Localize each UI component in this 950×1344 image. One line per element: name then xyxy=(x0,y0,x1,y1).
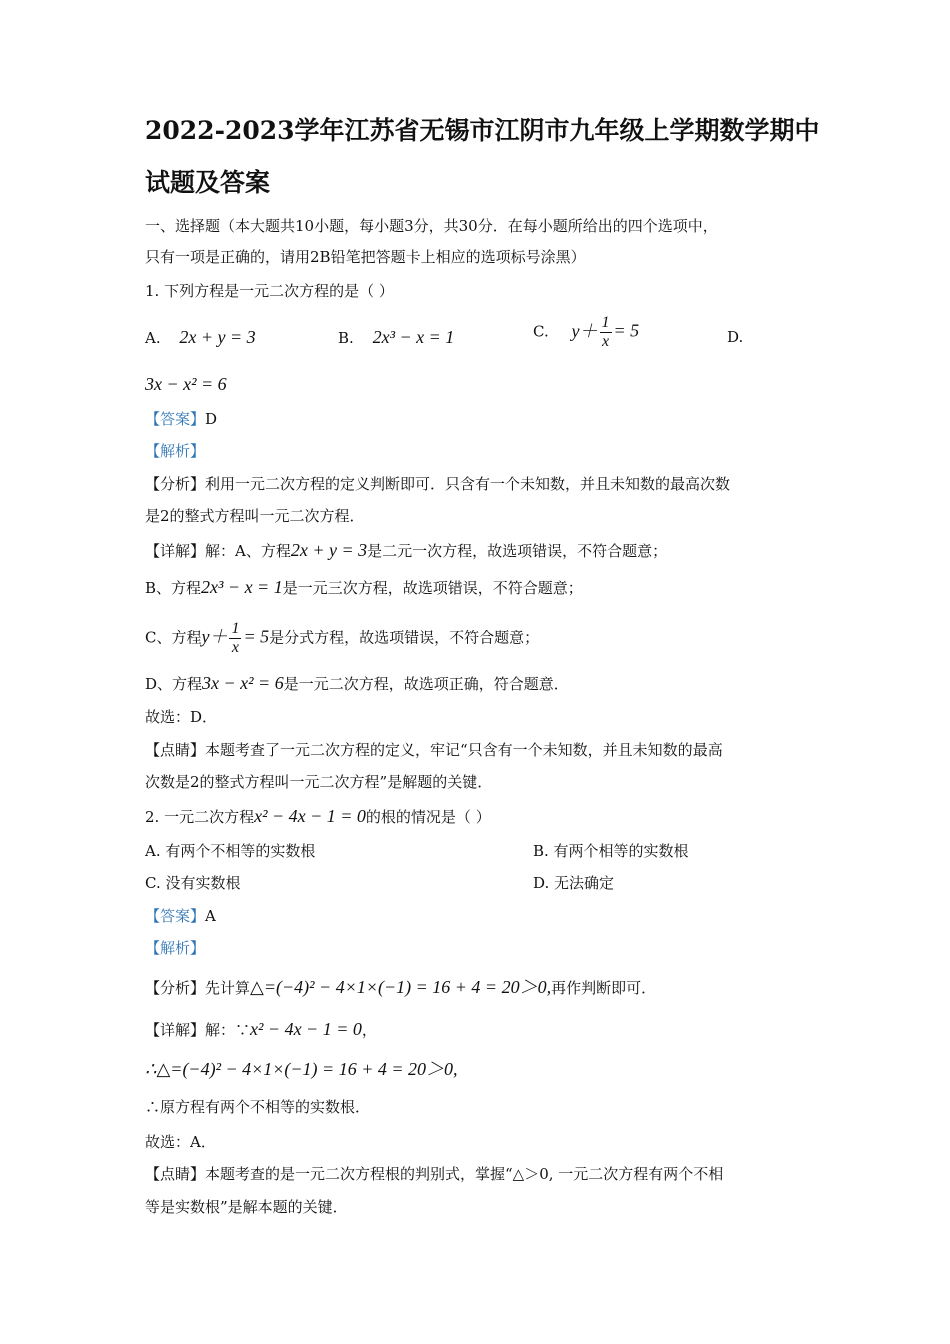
dianjing-text: 本题考查了一元二次方程的定义，牢记“只含有一个未知数，并且未知数的最高 xyxy=(205,741,723,759)
q1-answer xyxy=(145,408,217,430)
q2-fenxi xyxy=(145,976,656,999)
q1-option-d-formula: 3x − x² = 6 xyxy=(145,374,227,394)
fenxi-text: 再作判断即可． xyxy=(551,979,657,997)
q2-option-c: C. 没有实数根 xyxy=(145,874,241,892)
q2-xiangjie-2: ∴△=(−4)² − 4×1×(−1) = 16 + 4 = 20＞0, xyxy=(145,1059,458,1079)
q1-stem: 1. 下列方程是一元二次方程的是（ ） xyxy=(145,282,394,300)
q2-analysis-tag: 【解析】 xyxy=(145,939,206,957)
answer-value: D xyxy=(205,410,218,428)
option-formula-suffix: = 5 xyxy=(613,320,640,341)
fraction-denominator: x xyxy=(601,333,610,350)
fenxi-text: 先计算 xyxy=(205,979,251,997)
answer-tag: 【答案】 xyxy=(145,410,206,428)
xiangjie-text: 是二元一次方程，故选项错误，不符合题意； xyxy=(367,542,668,560)
fraction-numerator: 1 xyxy=(231,620,240,637)
dianjing-tag: 【点睛】 xyxy=(145,741,206,759)
formula: 3x − x² = 6 xyxy=(202,673,284,693)
q2-xiangjie-1 xyxy=(145,1018,377,1041)
q1-analysis-tag: 【解析】 xyxy=(145,442,206,460)
q1-dianjing-line-1 xyxy=(145,739,723,761)
xiangjie-text: 解：∵ xyxy=(205,1021,251,1039)
xiangjie-tag: 【详解】 xyxy=(145,542,206,560)
q2-dianjing-line-1 xyxy=(145,1163,723,1185)
fraction xyxy=(600,314,612,351)
q1-xiangjie-d xyxy=(145,672,569,695)
dianjing-tag: 【点睛】 xyxy=(145,1165,206,1183)
q1-option-b xyxy=(338,326,454,349)
section-intro-line-1: 一、选择题（本大题共10小题，每小题3分，共30分．在每小题所给出的四个选项中， xyxy=(145,217,718,235)
option-formula: 2x + y = 3 xyxy=(179,327,256,347)
option-formula: 2x³ − x = 1 xyxy=(372,327,455,347)
q1-option-a xyxy=(145,326,256,349)
fenxi-tag: 【分析】 xyxy=(145,979,206,997)
xiangjie-text: 是分式方程，故选项错误，不符合题意； xyxy=(269,628,540,647)
q1-xiangjie-c xyxy=(145,620,539,657)
q2-option-b: B. 有两个相等的实数根 xyxy=(533,842,689,860)
fraction-numerator: 1 xyxy=(601,314,610,331)
q1-xiangjie-a xyxy=(145,539,667,562)
xiangjie-text: ， xyxy=(361,1021,377,1039)
document-title-line-1: 2022-2023学年江苏省无锡市江阴市九年级上学期数学期中 xyxy=(145,116,820,145)
q2-option-a: A. 有两个不相等的实数根 xyxy=(145,842,316,860)
document-title-line-2: 试题及答案 xyxy=(145,168,271,197)
q2-option-d: D. 无法确定 xyxy=(533,874,615,892)
fraction-denominator: x xyxy=(231,639,240,656)
xiangjie-text: C、方程 xyxy=(145,628,202,647)
formula: y＋ xyxy=(201,626,228,647)
fenxi-text: 利用一元二次方程的定义判断即可．只含有一个未知数，并且未知数的最高次数 xyxy=(205,475,731,493)
fenxi-tag: 【分析】 xyxy=(145,475,206,493)
q2-stem xyxy=(145,805,491,828)
q1-fenxi-line-1 xyxy=(145,473,730,495)
xiangjie-text: 是一元二次方程，故选项正确，符合题意． xyxy=(283,675,569,693)
formula: x² − 4x − 1 = 0 xyxy=(250,1019,362,1039)
fraction xyxy=(229,620,241,657)
q1-option-c xyxy=(533,314,639,351)
xiangjie-text: B、方程 xyxy=(145,579,202,597)
section-intro-line-2: 只有一项是正确的，请用2B铅笔把答题卡上相应的选项标号涂黑） xyxy=(145,248,586,266)
stem-text: 2. 一元二次方程 xyxy=(145,808,255,826)
answer-tag: 【答案】 xyxy=(145,907,206,925)
xiangjie-text: 解：A、方程 xyxy=(205,542,291,560)
formula: △=(−4)² − 4×1×(−1) = 16 + 4 = 20＞0, xyxy=(250,977,552,997)
q1-fenxi-line-2: 是2的整式方程叫一元二次方程． xyxy=(145,507,365,525)
formula: 2x + y = 3 xyxy=(290,540,368,560)
xiangjie-text: D、方程 xyxy=(145,675,203,693)
q2-answer xyxy=(145,905,216,927)
q1-guxuan: 故选：D． xyxy=(145,708,218,726)
stem-text: 的根的情况是（ ） xyxy=(365,808,491,826)
formula: x² − 4x − 1 = 0 xyxy=(254,806,366,826)
option-formula-prefix: y＋ xyxy=(571,320,598,341)
xiangjie-text: 是一元三次方程，故选项错误，不符合题意； xyxy=(282,579,583,597)
formula: 2x³ − x = 1 xyxy=(201,577,283,597)
option-label: B. xyxy=(338,329,354,347)
q1-xiangjie-b xyxy=(145,576,583,599)
dianjing-text: 本题考查的是一元二次方程根的判别式，掌握“△＞0, 一元二次方程有两个不相 xyxy=(205,1165,724,1183)
q2-xiangjie-3: ∴原方程有两个不相等的实数根． xyxy=(145,1098,371,1116)
option-label: C. xyxy=(533,322,549,341)
xiangjie-tag: 【详解】 xyxy=(145,1021,206,1039)
option-label: A. xyxy=(145,329,161,347)
q2-dianjing-line-2: 等是实数根”是解本题的关键． xyxy=(145,1198,348,1216)
formula: = 5 xyxy=(243,626,270,647)
q1-dianjing-line-2: 次数是2的整式方程叫一元二次方程”是解题的关键． xyxy=(145,773,493,791)
q2-guxuan: 故选：A． xyxy=(145,1133,216,1151)
answer-value: A xyxy=(205,907,216,925)
q1-option-d-label: D. xyxy=(727,328,744,346)
